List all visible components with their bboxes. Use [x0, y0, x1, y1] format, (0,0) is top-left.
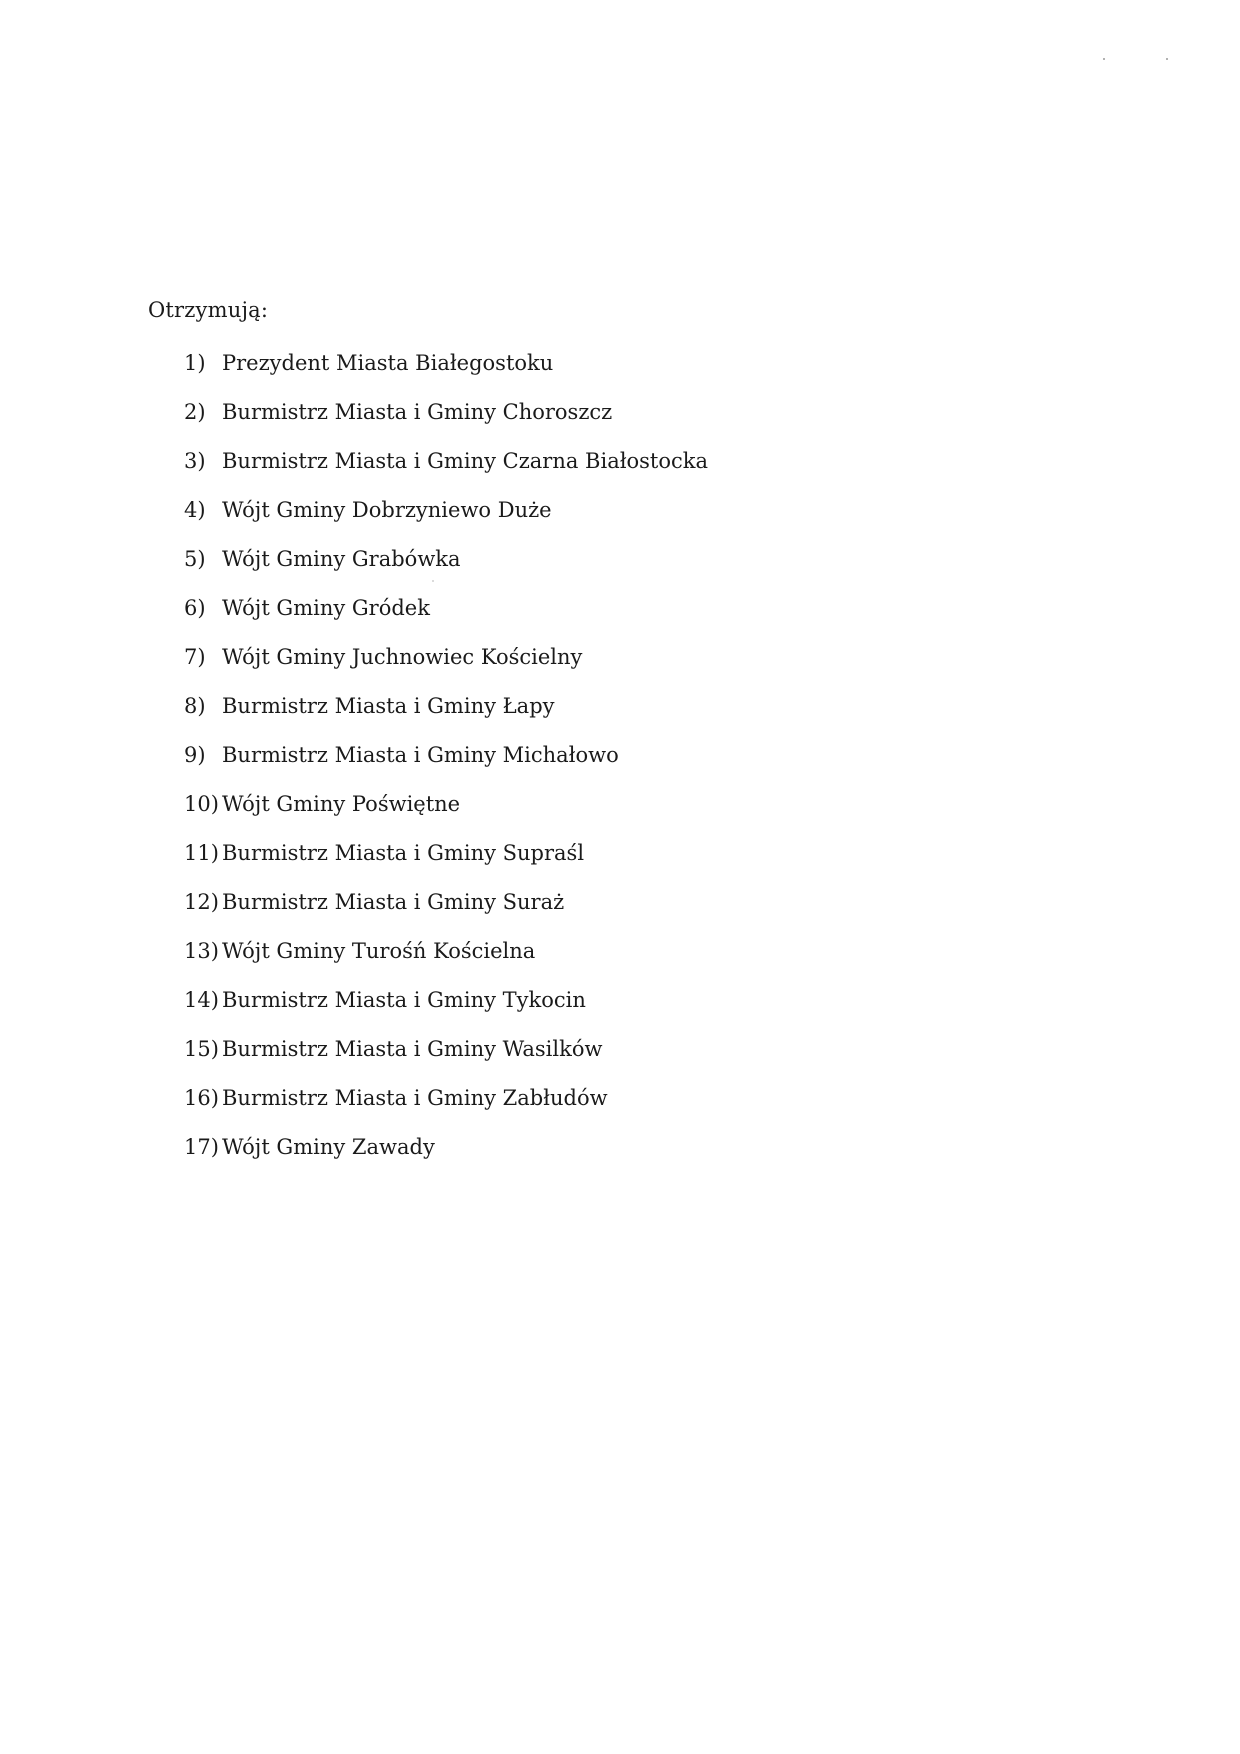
recipients-list: [184, 348, 708, 1181]
list-item: [184, 1132, 708, 1181]
item-number: 15): [184, 1037, 219, 1061]
item-number: 5): [184, 547, 206, 571]
item-text: Burmistrz Miasta i Gminy Choroszcz: [222, 400, 613, 424]
item-number: 14): [184, 988, 219, 1012]
item-text: Burmistrz Miasta i Gminy Wasilków: [222, 1037, 603, 1061]
list-item: [184, 495, 708, 544]
list-item: [184, 1083, 708, 1132]
list-item: [184, 789, 708, 838]
item-text: Burmistrz Miasta i Gminy Zabłudów: [222, 1086, 608, 1110]
item-text: Wójt Gminy Gródek: [222, 596, 430, 620]
item-text: Prezydent Miasta Białegostoku: [222, 351, 554, 375]
item-text: Burmistrz Miasta i Gminy Suraż: [222, 890, 565, 914]
item-number: 10): [184, 792, 219, 816]
list-item: [184, 397, 708, 446]
item-text: Burmistrz Miasta i Gminy Łapy: [222, 694, 555, 718]
item-number: 1): [184, 351, 206, 375]
list-item: [184, 446, 708, 495]
scan-speck: [1103, 58, 1105, 60]
item-text: Wójt Gminy Turośń Kościelna: [222, 939, 536, 963]
item-number: 4): [184, 498, 206, 522]
item-number: 3): [184, 449, 206, 473]
item-text: Burmistrz Miasta i Gminy Supraśl: [222, 841, 585, 865]
list-item: [184, 544, 708, 593]
item-text: Burmistrz Miasta i Gminy Michałowo: [222, 743, 619, 767]
item-number: 9): [184, 743, 206, 767]
list-item: [184, 593, 708, 642]
item-text: Wójt Gminy Poświętne: [222, 792, 461, 816]
item-text: Burmistrz Miasta i Gminy Tykocin: [222, 988, 586, 1012]
list-item: [184, 985, 708, 1034]
item-text: Burmistrz Miasta i Gminy Czarna Białostocka: [222, 449, 709, 473]
item-number: 17): [184, 1135, 219, 1159]
list-item: [184, 691, 708, 740]
list-item: [184, 1034, 708, 1083]
item-text: Wójt Gminy Juchnowiec Kościelny: [222, 645, 583, 669]
item-number: 6): [184, 596, 206, 620]
scan-speck: [1166, 58, 1168, 60]
scan-speck: [432, 580, 434, 582]
list-item: [184, 740, 708, 789]
item-number: 12): [184, 890, 219, 914]
list-item: [184, 348, 708, 397]
item-text: Wójt Gminy Grabówka: [222, 547, 461, 571]
recipients-heading: Otrzymują:: [148, 298, 269, 322]
item-number: 2): [184, 400, 206, 424]
list-item: [184, 838, 708, 887]
list-item: [184, 642, 708, 691]
item-number: 11): [184, 841, 219, 865]
item-text: Wójt Gminy Dobrzyniewo Duże: [222, 498, 552, 522]
item-number: 16): [184, 1086, 219, 1110]
list-item: [184, 887, 708, 936]
item-number: 8): [184, 694, 206, 718]
list-item: [184, 936, 708, 985]
item-number: 13): [184, 939, 219, 963]
item-number: 7): [184, 645, 206, 669]
item-text: Wójt Gminy Zawady: [222, 1135, 435, 1159]
